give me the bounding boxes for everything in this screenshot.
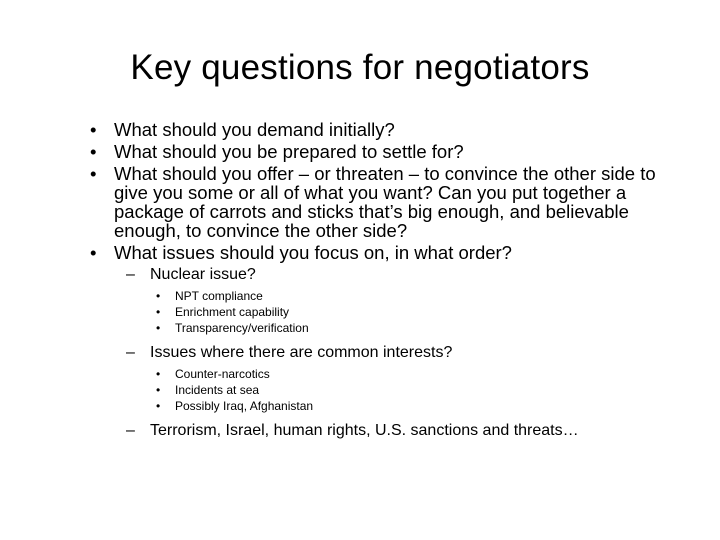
detail-text: NPT compliance xyxy=(175,289,263,303)
sub-item-text: Issues where there are common interests? xyxy=(150,344,453,361)
bullet-icon: • xyxy=(90,141,97,162)
detail-item xyxy=(156,304,686,320)
detail-item xyxy=(156,366,686,382)
bullet-list xyxy=(86,120,686,440)
bullet-text: What should you demand initially? xyxy=(114,119,395,140)
dot-icon: • xyxy=(156,289,161,303)
bullet-icon: • xyxy=(90,242,97,263)
bullet-item-offer xyxy=(86,164,686,240)
detail-text: Possibly Iraq, Afghanistan xyxy=(175,399,314,413)
bullet-item-settle xyxy=(86,142,686,161)
nuclear-detail-list xyxy=(156,288,686,336)
dot-icon: • xyxy=(156,399,161,413)
sub-item-nuclear xyxy=(126,266,686,284)
sub-list xyxy=(126,266,686,440)
dot-icon: • xyxy=(156,383,161,397)
dot-icon: • xyxy=(156,367,161,381)
bullet-text: What issues should you focus on, in what order? xyxy=(114,242,512,263)
detail-item xyxy=(156,288,686,304)
detail-item xyxy=(156,320,686,336)
sub-item-text: Nuclear issue? xyxy=(150,266,256,283)
common-interests-detail-list xyxy=(156,366,686,414)
bullet-text: What should you offer – or threaten – to convince the other side to give you some or all of what you want? Can you put together a package of carrots and sticks that’s big enough, and believable enough, to convince the other side? xyxy=(114,163,656,241)
dash-icon: – xyxy=(126,422,135,439)
bullet-item-demand xyxy=(86,120,686,139)
sub-item-terrorism xyxy=(126,422,686,440)
detail-text: Transparency/verification xyxy=(175,321,309,335)
detail-item xyxy=(156,382,686,398)
bullet-icon: • xyxy=(90,163,97,184)
sub-item-common-interests xyxy=(126,344,686,362)
bullet-text: What should you be prepared to settle for? xyxy=(114,141,464,162)
bullet-item-issues xyxy=(86,243,686,262)
dot-icon: • xyxy=(156,305,161,319)
detail-item xyxy=(156,398,686,414)
detail-text: Counter-narcotics xyxy=(175,367,270,381)
detail-text: Enrichment capability xyxy=(175,305,290,319)
dot-icon: • xyxy=(156,321,161,335)
slide-title: Key questions for negotiators xyxy=(130,48,590,87)
sub-item-text: Terrorism, Israel, human rights, U.S. sanctions and threats… xyxy=(150,422,579,439)
bullet-icon: • xyxy=(90,119,97,140)
detail-text: Incidents at sea xyxy=(175,383,260,397)
dash-icon: – xyxy=(126,344,135,361)
dash-icon: – xyxy=(126,266,135,283)
